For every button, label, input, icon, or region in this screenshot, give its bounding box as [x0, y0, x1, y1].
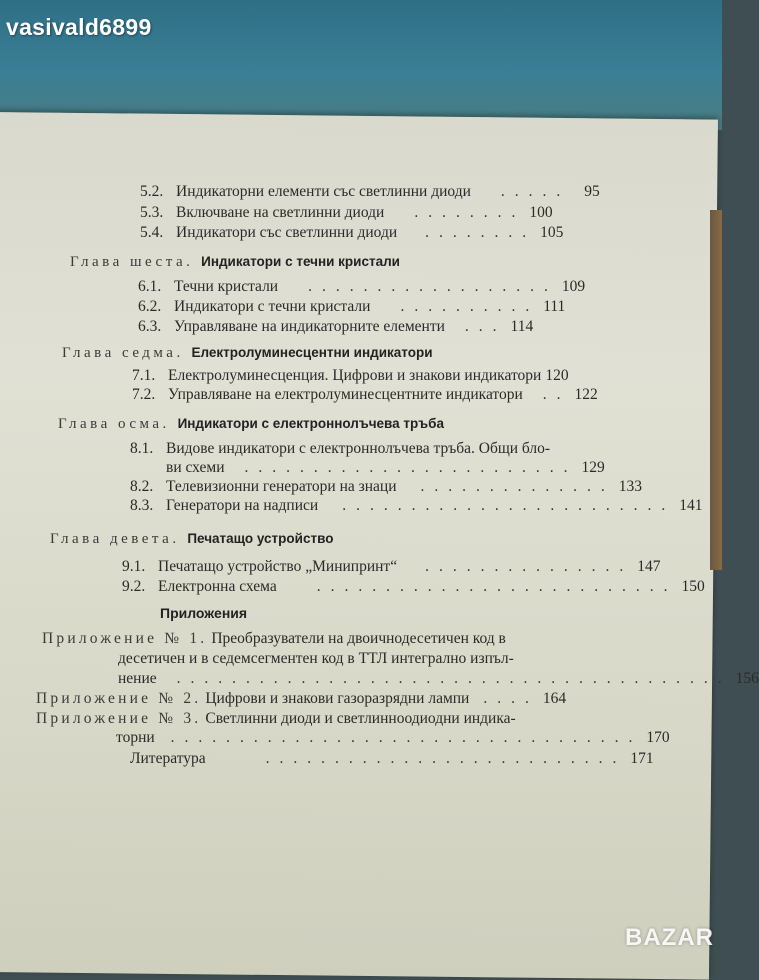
toc-entry: 9.2. Електронна схема .......................... 150	[122, 578, 705, 595]
appendix-entry: Приложение № 1. Преобразуватели на двоичнодесетичен код в	[42, 630, 506, 647]
appendix-entry-continuation: торни .................................. 170	[116, 729, 670, 746]
toc-entry: 7.1. Електролуминесценция. Цифрови и знакови индикатори 120	[132, 367, 569, 384]
appendix-entry: Приложение № 2. Цифрови и знакови газоразрядни лампи .... 164	[36, 690, 567, 707]
toc-entry: 5.2. Индикаторни елементи със светлинни диоди ..... 95	[140, 183, 600, 200]
appendix-entry: Приложение № 3. Светлинни диоди и светлинноодиодни индика-	[36, 710, 516, 727]
toc-entry: 6.1. Течни кристали .................. 109	[138, 278, 586, 295]
appendix-entry-continuation: десетичен и в седемсегментен код в ТТЛ интегрално изпъл-	[118, 650, 514, 667]
toc-entry: 8.3. Генератори на надписи ........................ 141	[130, 497, 703, 514]
toc-entry-continuation: ви схеми ........................ 129	[166, 459, 605, 476]
appendix-entry-continuation: нение ........................................ 156	[118, 670, 759, 687]
toc-entry: 9.1. Печатащо устройство „Минипринт“ ............... 147	[122, 558, 661, 575]
toc-entry: 8.2. Телевизионни генератори на знаци .............. 133	[130, 478, 643, 495]
chapter-heading: Глава осма. Индикатори с електроннолъчева тръба	[58, 416, 444, 432]
seller-watermark: vasivald6899	[6, 14, 152, 40]
chapter-heading: Глава шеста. Индикатори с течни кристали	[70, 254, 400, 270]
appendices-heading: Приложения	[160, 605, 248, 621]
literature-entry: Литература .......................... 171	[130, 750, 654, 767]
chapter-heading: Глава девета. Печатащо устройство	[50, 531, 334, 547]
toc-entry: 5.3. Включване на светлинни диоди ........ 100	[140, 204, 553, 221]
bazar-logo: BAZAR	[625, 924, 714, 951]
toc-entry: 7.2. Управляване на електролуминесцентните индикатори .. 122	[132, 386, 598, 403]
toc-entry: 8.1. Видове индикатори с електроннолъчева тръба. Общи бло-	[130, 440, 551, 457]
toc-entry: 5.4. Индикатори със светлинни диоди ........ 105	[140, 224, 564, 241]
toc-entry: 6.2. Индикатори с течни кристали .......... 111	[138, 298, 566, 315]
toc-entry: 6.3. Управляване на индикаторните елементи ... 114	[138, 318, 534, 335]
chapter-heading: Глава седма. Електролуминесцентни индикатори	[62, 345, 433, 361]
